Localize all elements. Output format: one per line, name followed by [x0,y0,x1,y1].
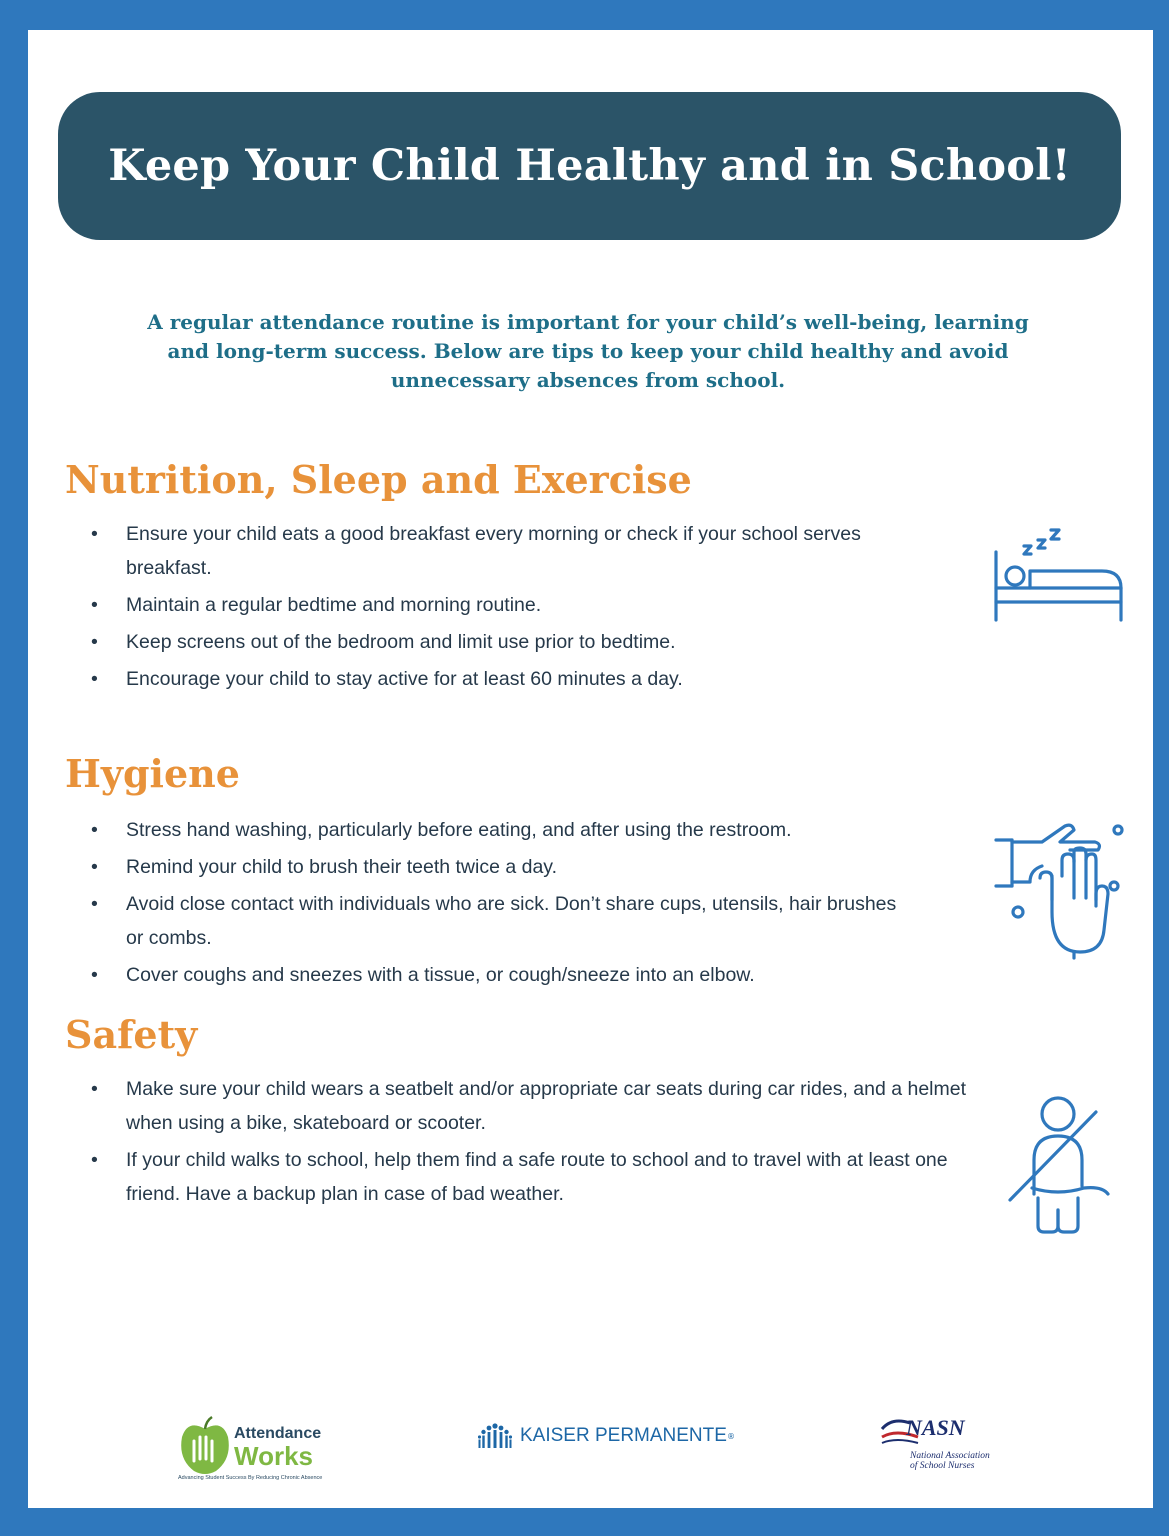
kaiser-figures-icon [478,1422,512,1450]
list-item: • Keep screens out of the bedroom and limit use prior to bedtime. [88,625,908,659]
aw-name-line1: Attendance [234,1425,322,1442]
list-item: • Avoid close contact with individuals who are sick. Don’t share cups, utensils, hair brushes or combs. [88,887,908,955]
section-title-nutrition: Nutrition, Sleep and Exercise [65,457,692,502]
nutrition-tips-list [88,517,908,699]
list-item: • Make sure your child wears a seatbelt and/or appropriate car seats during car rides, and a helmet when using a bike, skateboard or scooter. [88,1072,968,1140]
nasn-abbr: NASN [906,1415,965,1440]
title-banner [58,92,1121,240]
safety-tips-list [88,1072,968,1214]
intro-paragraph: A regular attendance routine is important for your child’s well-being, learning and long-term success. Below are tips to keep your child healthy and avoid unnecessary absences from school. [147,310,1029,392]
list-item: • Encourage your child to stay active for at least 60 minutes a day. [88,662,908,696]
kaiser-name: KAISER PERMANENTE [520,1425,727,1446]
kaiser-permanente-logo [478,1421,735,1451]
attendance-works-logo [178,1409,338,1485]
list-item: • Stress hand washing, particularly before eating, and after using the restroom. [88,813,908,847]
kaiser-registered-mark: ® [726,1431,735,1441]
section-title-hygiene: Hygiene [65,751,240,796]
list-item: • If your child walks to school, help them find a safe route to school and to travel with at least one friend. Have a backup plan in case of bad weather. [88,1143,968,1211]
list-item: • Ensure your child eats a good breakfast every morning or check if your school serves breakfast. [88,517,908,585]
flyer-page [28,30,1153,1508]
list-item: • Maintain a regular bedtime and morning routine. [88,588,908,622]
hygiene-tips-list [88,813,908,995]
list-item: • Remind your child to brush their teeth twice a day. [88,850,908,884]
nasn-logo [880,1413,990,1493]
apple-hand-icon [178,1415,232,1475]
hand-washing-icon [990,820,1125,960]
page-title: Keep Your Child Healthy and in School! [108,141,1071,191]
aw-tagline: Advancing Student Success By Reducing Chronic Absence [178,1475,323,1481]
section-title-safety: Safety [65,1012,198,1057]
seatbelt-icon [1000,1090,1120,1235]
aw-name-line2: Works [234,1441,313,1471]
nasn-full-name: National Association of School Nurses [910,1451,990,1471]
partner-logos [28,1405,1153,1495]
list-item: • Cover coughs and sneezes with a tissue, or cough/sneeze into an elbow. [88,958,908,992]
sleep-bed-icon [990,514,1125,626]
